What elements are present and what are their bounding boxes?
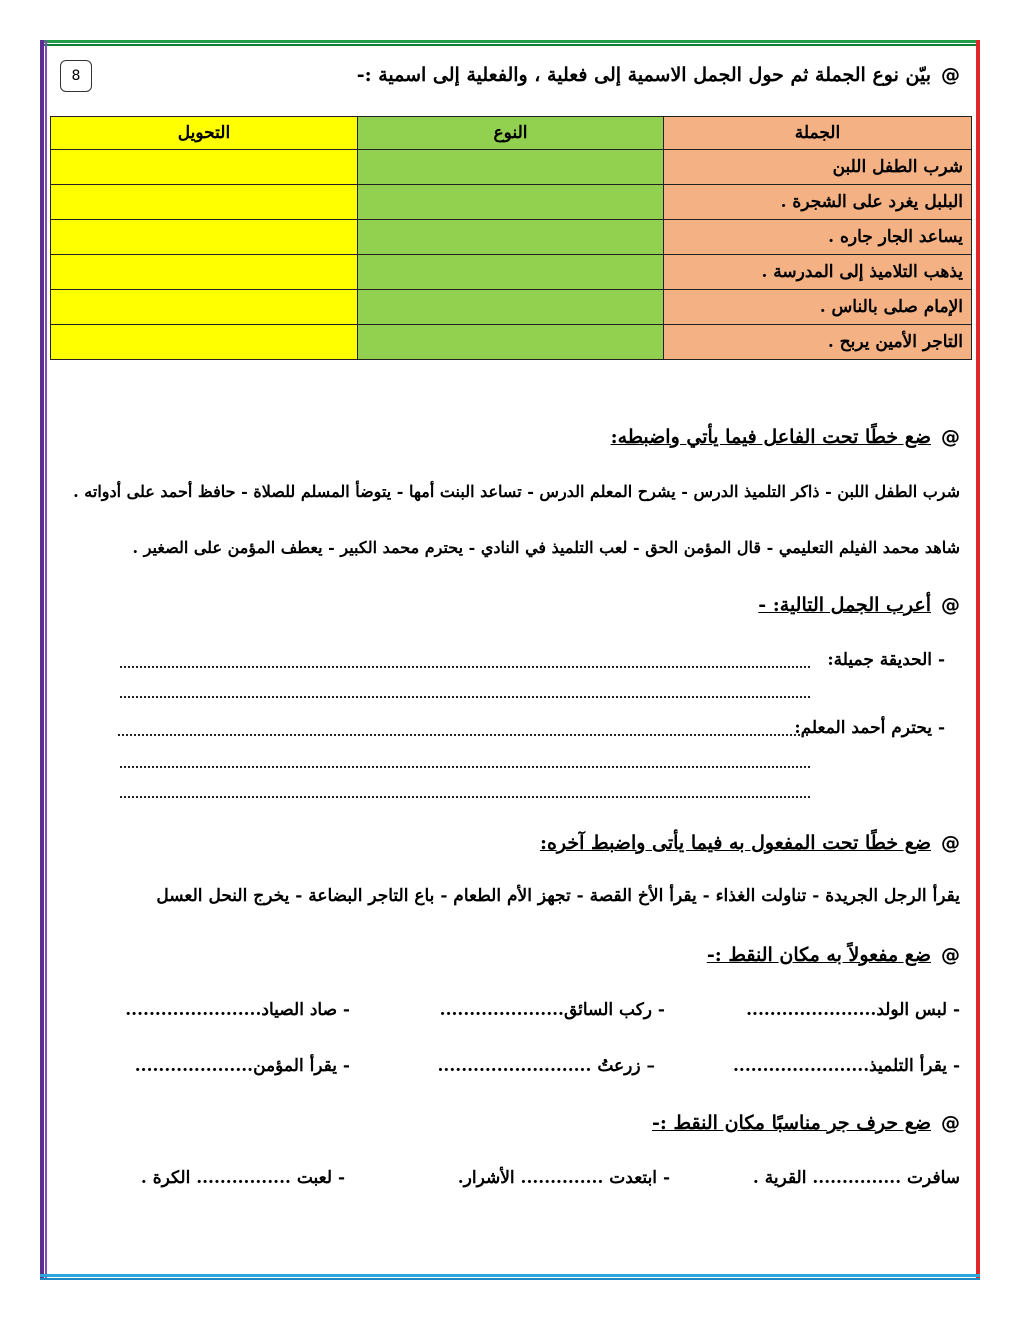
type-cell[interactable]	[358, 325, 664, 360]
answer-line[interactable]	[120, 766, 810, 768]
q2-line-2: شاهد محمد الفيلم التعليمي - قال المؤمن الحق - لعب التلميذ في النادي - يحترم محمد الكبير - يعطف المؤمن على الصغير .	[132, 538, 960, 557]
border-top-inner	[40, 44, 980, 46]
header-sentence: الجملة	[664, 117, 972, 150]
q5-item: - صاد الصياد.......................	[125, 1000, 350, 1020]
q6-item: - لعبت ................ الكرة .	[140, 1168, 345, 1188]
answer-line[interactable]	[120, 666, 810, 668]
table-row	[51, 290, 972, 325]
q3-item-2: - يحترم أحمد المعلم:	[794, 718, 945, 738]
q2-title	[611, 426, 960, 448]
q2-title-text: ضع خطًا تحت الفاعل فيما يأتي واضبطه:	[610, 426, 931, 448]
table-row	[51, 150, 972, 185]
border-right	[976, 40, 980, 1280]
q4-line: يقرأ الرجل الجريدة - تناولت الغذاء - يقرأ الأخ القصة - تجهز الأم الطعام - باع التاجر البضاعة - يخرج النحل العسل	[156, 886, 960, 906]
q3-title	[758, 594, 960, 616]
conversion-cell[interactable]	[51, 325, 358, 360]
answer-line[interactable]	[118, 734, 808, 736]
q6-title	[652, 1112, 960, 1134]
sentence-cell: البلبل يغرد على الشجرة .	[664, 185, 972, 220]
q5-item: - يقرأ المؤمن....................	[134, 1056, 350, 1076]
q6-marker: @	[941, 1112, 960, 1134]
conversion-cell[interactable]	[51, 220, 358, 255]
conversion-cell[interactable]	[51, 185, 358, 220]
page-number: 8	[60, 60, 92, 92]
border-bottom-inner	[40, 1278, 980, 1280]
q4-title-text: ضع خطًا تحت المفعول به فيما يأتى واضبط آخره:	[539, 832, 931, 854]
sentence-cell: الإمام صلى بالناس .	[664, 290, 972, 325]
q6-title-text: ضع حرف جر مناسبًا مكان النقط :-	[652, 1112, 931, 1134]
q6-item: سافرت ............... القرية .	[752, 1168, 960, 1188]
q1-title	[357, 64, 960, 86]
header-conversion: التحويل	[51, 117, 358, 150]
table-header-row	[51, 117, 972, 150]
table-row	[51, 325, 972, 360]
answer-line[interactable]	[120, 696, 810, 698]
q5-marker: @	[941, 944, 960, 966]
q5-item: - لبس الولد......................	[746, 1000, 960, 1020]
sentence-table	[50, 116, 972, 360]
border-left-inner	[45, 40, 47, 1280]
q2-line-1: شرب الطفل اللبن - ذاكر التلميذ الدرس - يشرح المعلم الدرس - تساعد البنت أمها - يتوضأ المسلم للصلاة - حافظ أحمد على أدواته .	[73, 482, 960, 501]
table-row	[51, 255, 972, 290]
type-cell[interactable]	[358, 290, 664, 325]
conversion-cell[interactable]	[51, 290, 358, 325]
sentence-cell: يساعد الجار جاره .	[664, 220, 972, 255]
conversion-cell[interactable]	[51, 150, 358, 185]
q3-title-text: أعرب الجمل التالية: -	[758, 594, 931, 616]
type-cell[interactable]	[358, 255, 664, 290]
table-row	[51, 185, 972, 220]
q5-item: - ركب السائق.....................	[439, 1000, 665, 1020]
type-cell[interactable]	[358, 220, 664, 255]
type-cell[interactable]	[358, 150, 664, 185]
q1-marker: @	[941, 64, 960, 86]
border-left	[40, 40, 44, 1280]
q4-marker: @	[941, 832, 960, 854]
q5-title-text: ضع مفعولاً به مكان النقط :-	[706, 944, 931, 966]
q3-marker: @	[941, 594, 960, 616]
q1-title-text: بيّن نوع الجملة ثم حول الجمل الاسمية إلى فعلية ، والفعلية إلى اسمية :-	[356, 64, 931, 86]
q5-title	[707, 944, 960, 966]
q3-item-1: - الحديقة جميلة:	[827, 650, 945, 670]
q5-item: - يقرأ التلميذ.......................	[733, 1056, 960, 1076]
table-row	[51, 220, 972, 255]
conversion-cell[interactable]	[51, 255, 358, 290]
sentence-cell: يذهب التلاميذ إلى المدرسة .	[664, 255, 972, 290]
q2-marker: @	[941, 426, 960, 448]
sentence-cell: شرب الطفل اللبن	[664, 150, 972, 185]
q5-item: – زرعتُ ..........................	[437, 1056, 655, 1076]
type-cell[interactable]	[358, 185, 664, 220]
header-type: النوع	[358, 117, 664, 150]
border-top	[40, 40, 980, 43]
answer-line[interactable]	[120, 796, 810, 798]
border-bottom	[40, 1274, 980, 1277]
q4-title	[540, 832, 960, 854]
sentence-cell: التاجر الأمين يربح .	[664, 325, 972, 360]
q6-item: - ابتعدت .............. الأشرار.	[457, 1168, 670, 1188]
